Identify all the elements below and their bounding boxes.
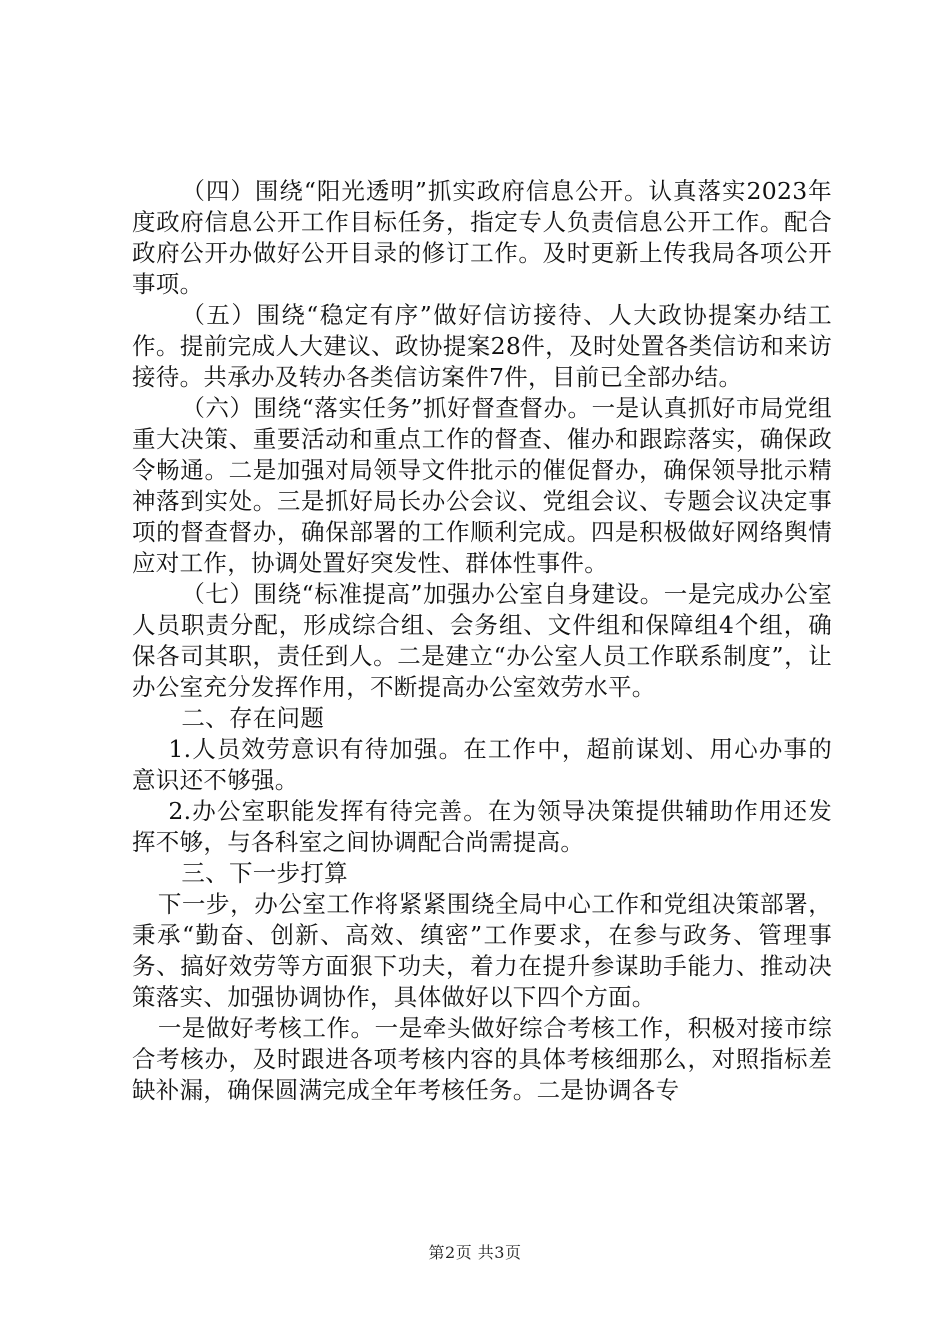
paragraph-section-four: （四）围绕“阳光透明”抓实政府信息公开。认真落实2023年度政府信息公开工作目标任务，指定专人负责信息公开工作。配合政府公开办做好公开目录的修订工作。及时更新上传我局各项公开事项。 (132, 177, 832, 298)
paragraph-next-steps-intro: 下一步，办公室工作将紧紧围绕全局中心工作和党组决策部署，秉承“勤奋、创新、高效、缜密”工作要求，在参与政务、管理事务、搞好效劳等方面狠下功夫，着力在提升参谋助手能力、推动决策落实、加强协调协作，具体做好以下四个方面。 (132, 890, 832, 1011)
heading-next-steps: 三、下一步打算 (181, 859, 348, 887)
heading-existing-problems: 二、存在问题 (181, 704, 325, 732)
paragraph-section-six: （六）围绕“落实任务”抓好督查督办。一是认真抓好市局党组重大决策、重要活动和重点工作的督查、催办和跟踪落实，确保政令畅通。二是加强对局领导文件批示的催促督办，确保领导批示精神落到实处。三是抓好局长办公会议、党组会议、专题会议决定事项的督查督办，确保部署的工作顺利完成。四是积极做好网络舆情应对工作，协调处置好突发性、群体性事件。 (132, 394, 832, 577)
document-body (132, 176, 832, 1106)
paragraph-assessment-work: 一是做好考核工作。一是牵头做好综合考核工作，积极对接市综合考核办，及时跟进各项考核内容的具体考核细那么，对照指标差缺补漏，确保圆满完成全年考核任务。二是协调各专 (132, 1014, 832, 1104)
paragraph-section-seven: （七）围绕“标准提高”加强办公室自身建设。一是完成办公室人员职责分配，形成综合组、会务组、文件组和保障组4个组，确保各司其职，责任到人。二是建立“办公室人员工作联系制度”，让办公室充分发挥作用，不断提高办公室效劳水平。 (132, 580, 832, 701)
paragraph-section-five: （五）围绕“稳定有序”做好信访接待、人大政协提案办结工作。提前完成人大建议、政协提案28件，及时处置各类信访和来访接待。共承办及转办各类信访案件7件，目前已全部办结。 (132, 301, 832, 391)
page-number-footer: 第2页 共3页 (428, 1243, 522, 1262)
paragraph-problem-two: 2.办公室职能发挥有待完善。在为领导决策提供辅助作用还发挥不够，与各科室之间协调配合尚需提高。 (132, 797, 832, 856)
paragraph-problem-one: 1.人员效劳意识有待加强。在工作中，超前谋划、用心办事的意识还不够强。 (132, 735, 832, 794)
